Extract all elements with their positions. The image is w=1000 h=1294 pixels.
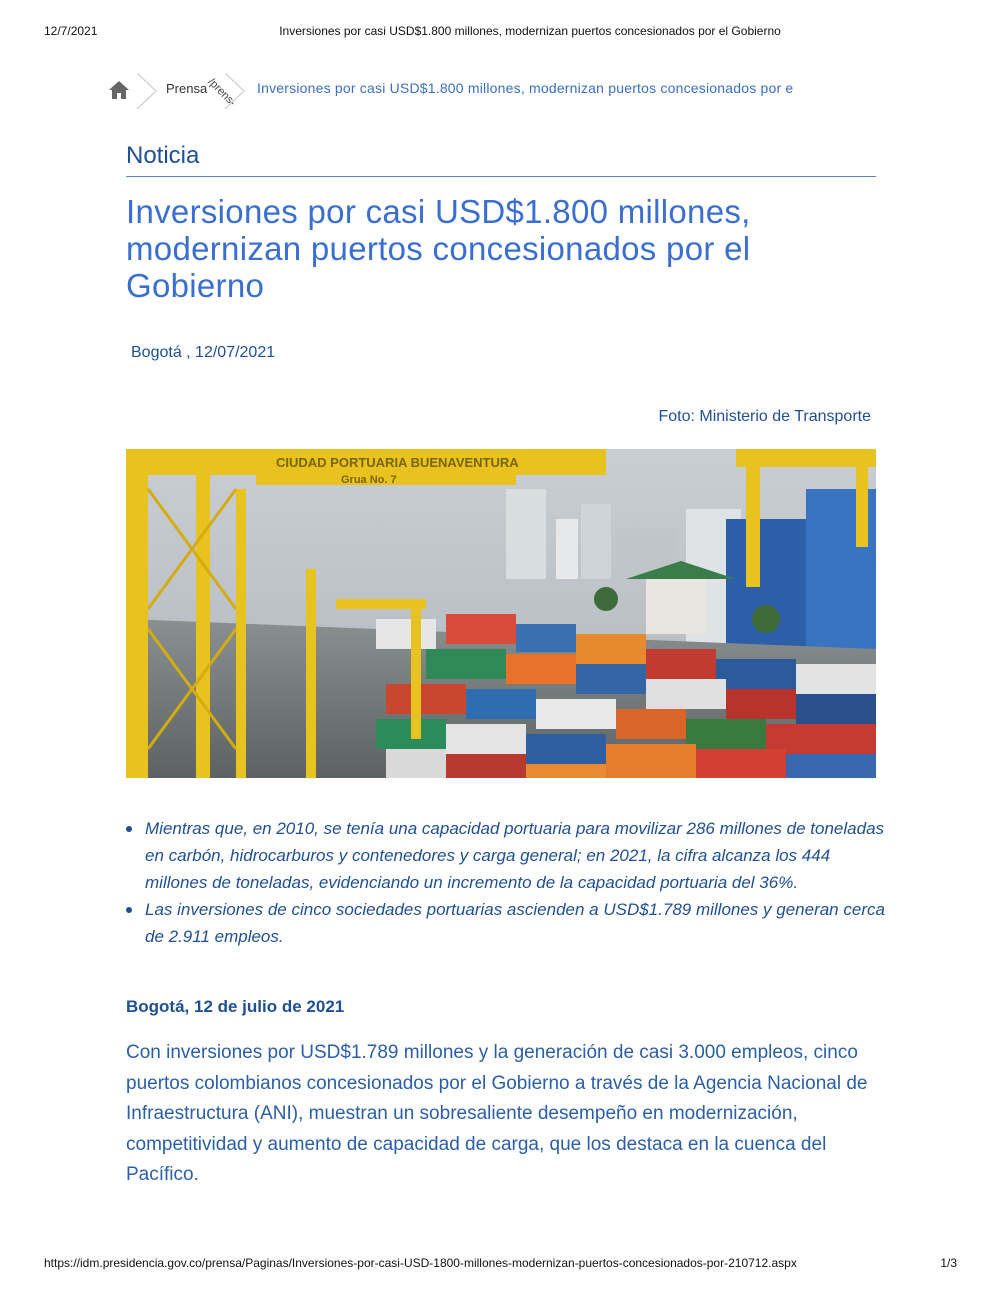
section-divider — [126, 176, 876, 177]
article-photo — [126, 449, 876, 778]
print-title: Inversiones por casi USD$1.800 millones, modernizan puertos concesionados por el Gobierno — [279, 24, 781, 38]
breadcrumb — [106, 72, 896, 112]
article-subhead: Bogotá, 12 de julio de 2021 — [126, 997, 345, 1016]
section-label: Noticia — [126, 142, 200, 169]
chevron-right-icon — [136, 72, 158, 110]
crane-number-text: Grua No. 7 — [341, 474, 397, 486]
breadcrumb-current-page[interactable]: Inversiones por casi USD$1.800 millones, modernizan puertos concesionados por e — [257, 80, 794, 96]
article-headline: Inversiones por casi USD$1.800 millones, modernizan puertos concesionados por el Gobierno — [126, 193, 751, 304]
article-dateline: Bogotá , 12/07/2021 — [131, 344, 276, 361]
breadcrumb-prensa-link[interactable]: Prensa — [166, 81, 208, 96]
print-page-number: 1/3 — [940, 1256, 957, 1270]
port-photo-illustration — [126, 449, 876, 778]
breadcrumb-slug: /prens- — [205, 76, 239, 109]
article-paragraph: Con inversiones por USD$1.789 millones y la generación de casi 3.000 empleos, cinco puertos colombianos concesionados por el Gobierno a través de la Agencia Nacional de Infraestructura (ANI), muestran un sobresaliente desempeño en modernización, competitividad y aumento de capacidad de carga, que los destaca en la cuenca del Pacífico. — [126, 1042, 868, 1185]
article-highlights — [126, 815, 886, 950]
home-icon[interactable] — [108, 80, 130, 100]
print-date: 12/7/2021 — [44, 24, 98, 38]
print-url: https://idm.presidencia.gov.co/prensa/Paginas/Inversiones-por-casi-USD-1800-millones-modernizan-puertos-concesionados-por-210712.aspx — [44, 1256, 797, 1270]
crane-sign-text: CIUDAD PORTUARIA BUENAVENTURA — [276, 455, 519, 470]
print-header — [0, 22, 1000, 42]
highlight-item: Mientras que, en 2010, se tenía una capacidad portuaria para movilizar 286 millones de toneladas en carbón, hidrocarburos y contenedores y carga general; en 2021, la cifra alcanza los 444 millones de toneladas, evidenciando un incremento de la capacidad portuaria del 36%. — [126, 815, 886, 896]
highlight-item: Las inversiones de cinco sociedades portuarias ascienden a USD$1.789 millones y generan cerca de 2.911 empleos. — [126, 896, 886, 950]
photo-credit: Foto: Ministerio de Transporte — [658, 408, 871, 425]
